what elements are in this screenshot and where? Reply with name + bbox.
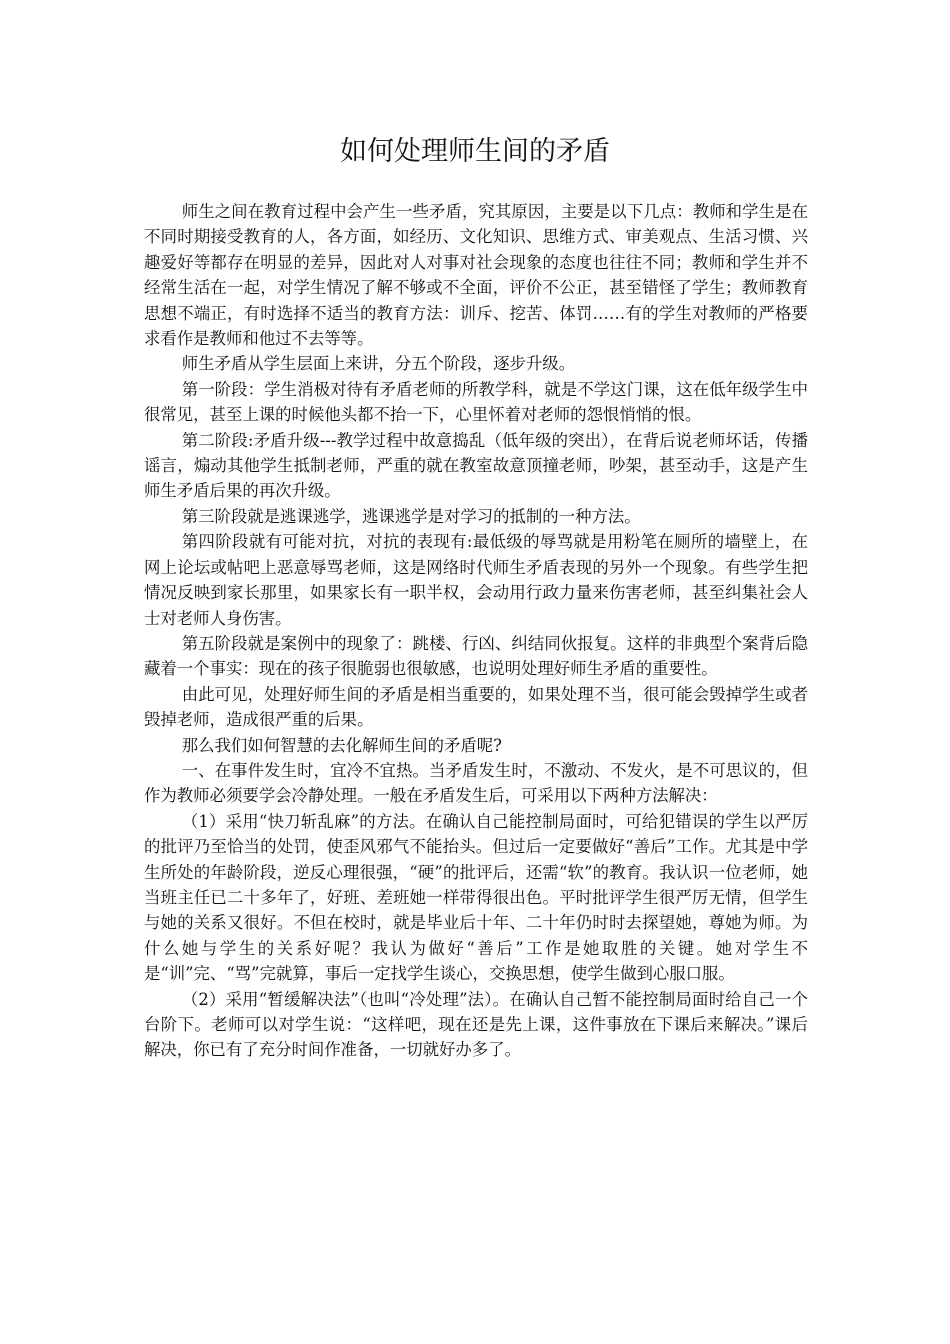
paragraph-causes: 师生之间在教育过程中会产生一些矛盾，究其原因，主要是以下几点：教师和学生是在不同时期接受教育的人，各方面，如经历、文化知识、思维方式、审美观点、生活习惯、兴趣爱好等都存在明显的差异，因此对人对事对社会现象的态度也往往不同；教师和学生并不经常生活在一起，对学生情况了解不够或不全面，评价不公正，甚至错怪了学生；教师教育思想不端正，有时选择不适当的教育方法：训斥、挖苦、体罚……有的学生对教师的严格要求看作是教师和他过不去等等。: [144, 202, 808, 349]
paragraph-question: 那么我们如何智慧的去化解师生间的矛盾呢?: [181, 735, 502, 755]
paragraph-stage-2: 第二阶段:矛盾升级---教学过程中故意捣乱（低年级的突出），在背后说老师坏话，传播谣言，煽动其他学生抵制老师，严重的就在教室故意顶撞老师，吵架，甚至动手，这是产生师生矛盾后果的再次升级。: [144, 430, 808, 501]
paragraph-conclusion: 由此可见，处理好师生间的矛盾是相当重要的，如果处理不当，很可能会毁掉学生或者毁掉老师，造成很严重的后果。: [144, 684, 808, 730]
paragraph-stage-4: 第四阶段就有可能对抗，对抗的表现有:最低级的辱骂就是用粉笔在厕所的墙壁上，在网上论坛或帖吧上恶意辱骂老师，这是网络时代师生矛盾表现的另外一个现象。有些学生把情况反映到家长那里，如果家长有一职半权，会动用行政力量来伤害老师，甚至纠集社会人士对老师人身伤害。: [144, 532, 808, 628]
paragraph-stage-1: 第一阶段：学生消极对待有矛盾老师的所教学科，就是不学这门课，这在低年级学生中很常见，甚至上课的时候他头都不抬一下，心里怀着对老师的怨恨悄悄的恨。: [144, 379, 808, 425]
paragraph-stage-5: 第五阶段就是案例中的现象了：跳楼、行凶、纠结同伙报复。这样的非典型个案背后隐藏着一个事实：现在的孩子很脆弱也很敏感，也说明处理好师生矛盾的重要性。: [144, 633, 808, 679]
document-title: 如何处理师生间的矛盾: [340, 136, 610, 167]
paragraph-stages-intro: 师生矛盾从学生层面上来讲，分五个阶段，逐步升级。: [181, 354, 576, 374]
paragraph-method-1: 一、在事件发生时，宜冷不宜热。当矛盾发生时，不激动、不发火，是不可思议的，但作为教师必须要学会冷静处理。一般在矛盾发生后，可采用以下两种方法解决：: [144, 760, 808, 806]
paragraph-method-1b: （2）采用“暂缓解决法”（也叫“冷处理”法）。在确认自己暂不能控制局面时给自己一个台阶下。老师可以对学生说：“这样吧，现在还是先上课，这件事放在下课后来解决。”课后解决，你已有了充分时间作准备，一切就好办多了。: [144, 989, 808, 1060]
document-body: [144, 199, 808, 1063]
paragraph-stage-3: 第三阶段就是逃课逃学，逃课逃学是对学习的抵制的一种方法。: [181, 506, 641, 526]
paragraph-method-1a: （1）采用“快刀斩乱麻”的方法。在确认自己能控制局面时，可给犯错误的学生以严厉的批评乃至恰当的处罚，使歪风邪气不能抬头。但过后一定要做好“善后”工作。尤其是中学生所处的年龄阶段，逆反心理很强，“硬”的批评后，还需“软”的教育。我认识一位老师，她当班主任已二十多年了，好班、差班她一样带得很出色。平时批评学生很严厉无情，但学生与她的关系又很好。不但在校时，就是毕业后十年、二十年仍时时去探望她，尊她为师。为什么她与学生的关系好呢？我认为做好“善后”工作是她取胜的关键。她对学生不是“训”完、“骂”完就算，事后一定找学生谈心，交换思想，使学生做到心服口服。: [144, 811, 808, 984]
